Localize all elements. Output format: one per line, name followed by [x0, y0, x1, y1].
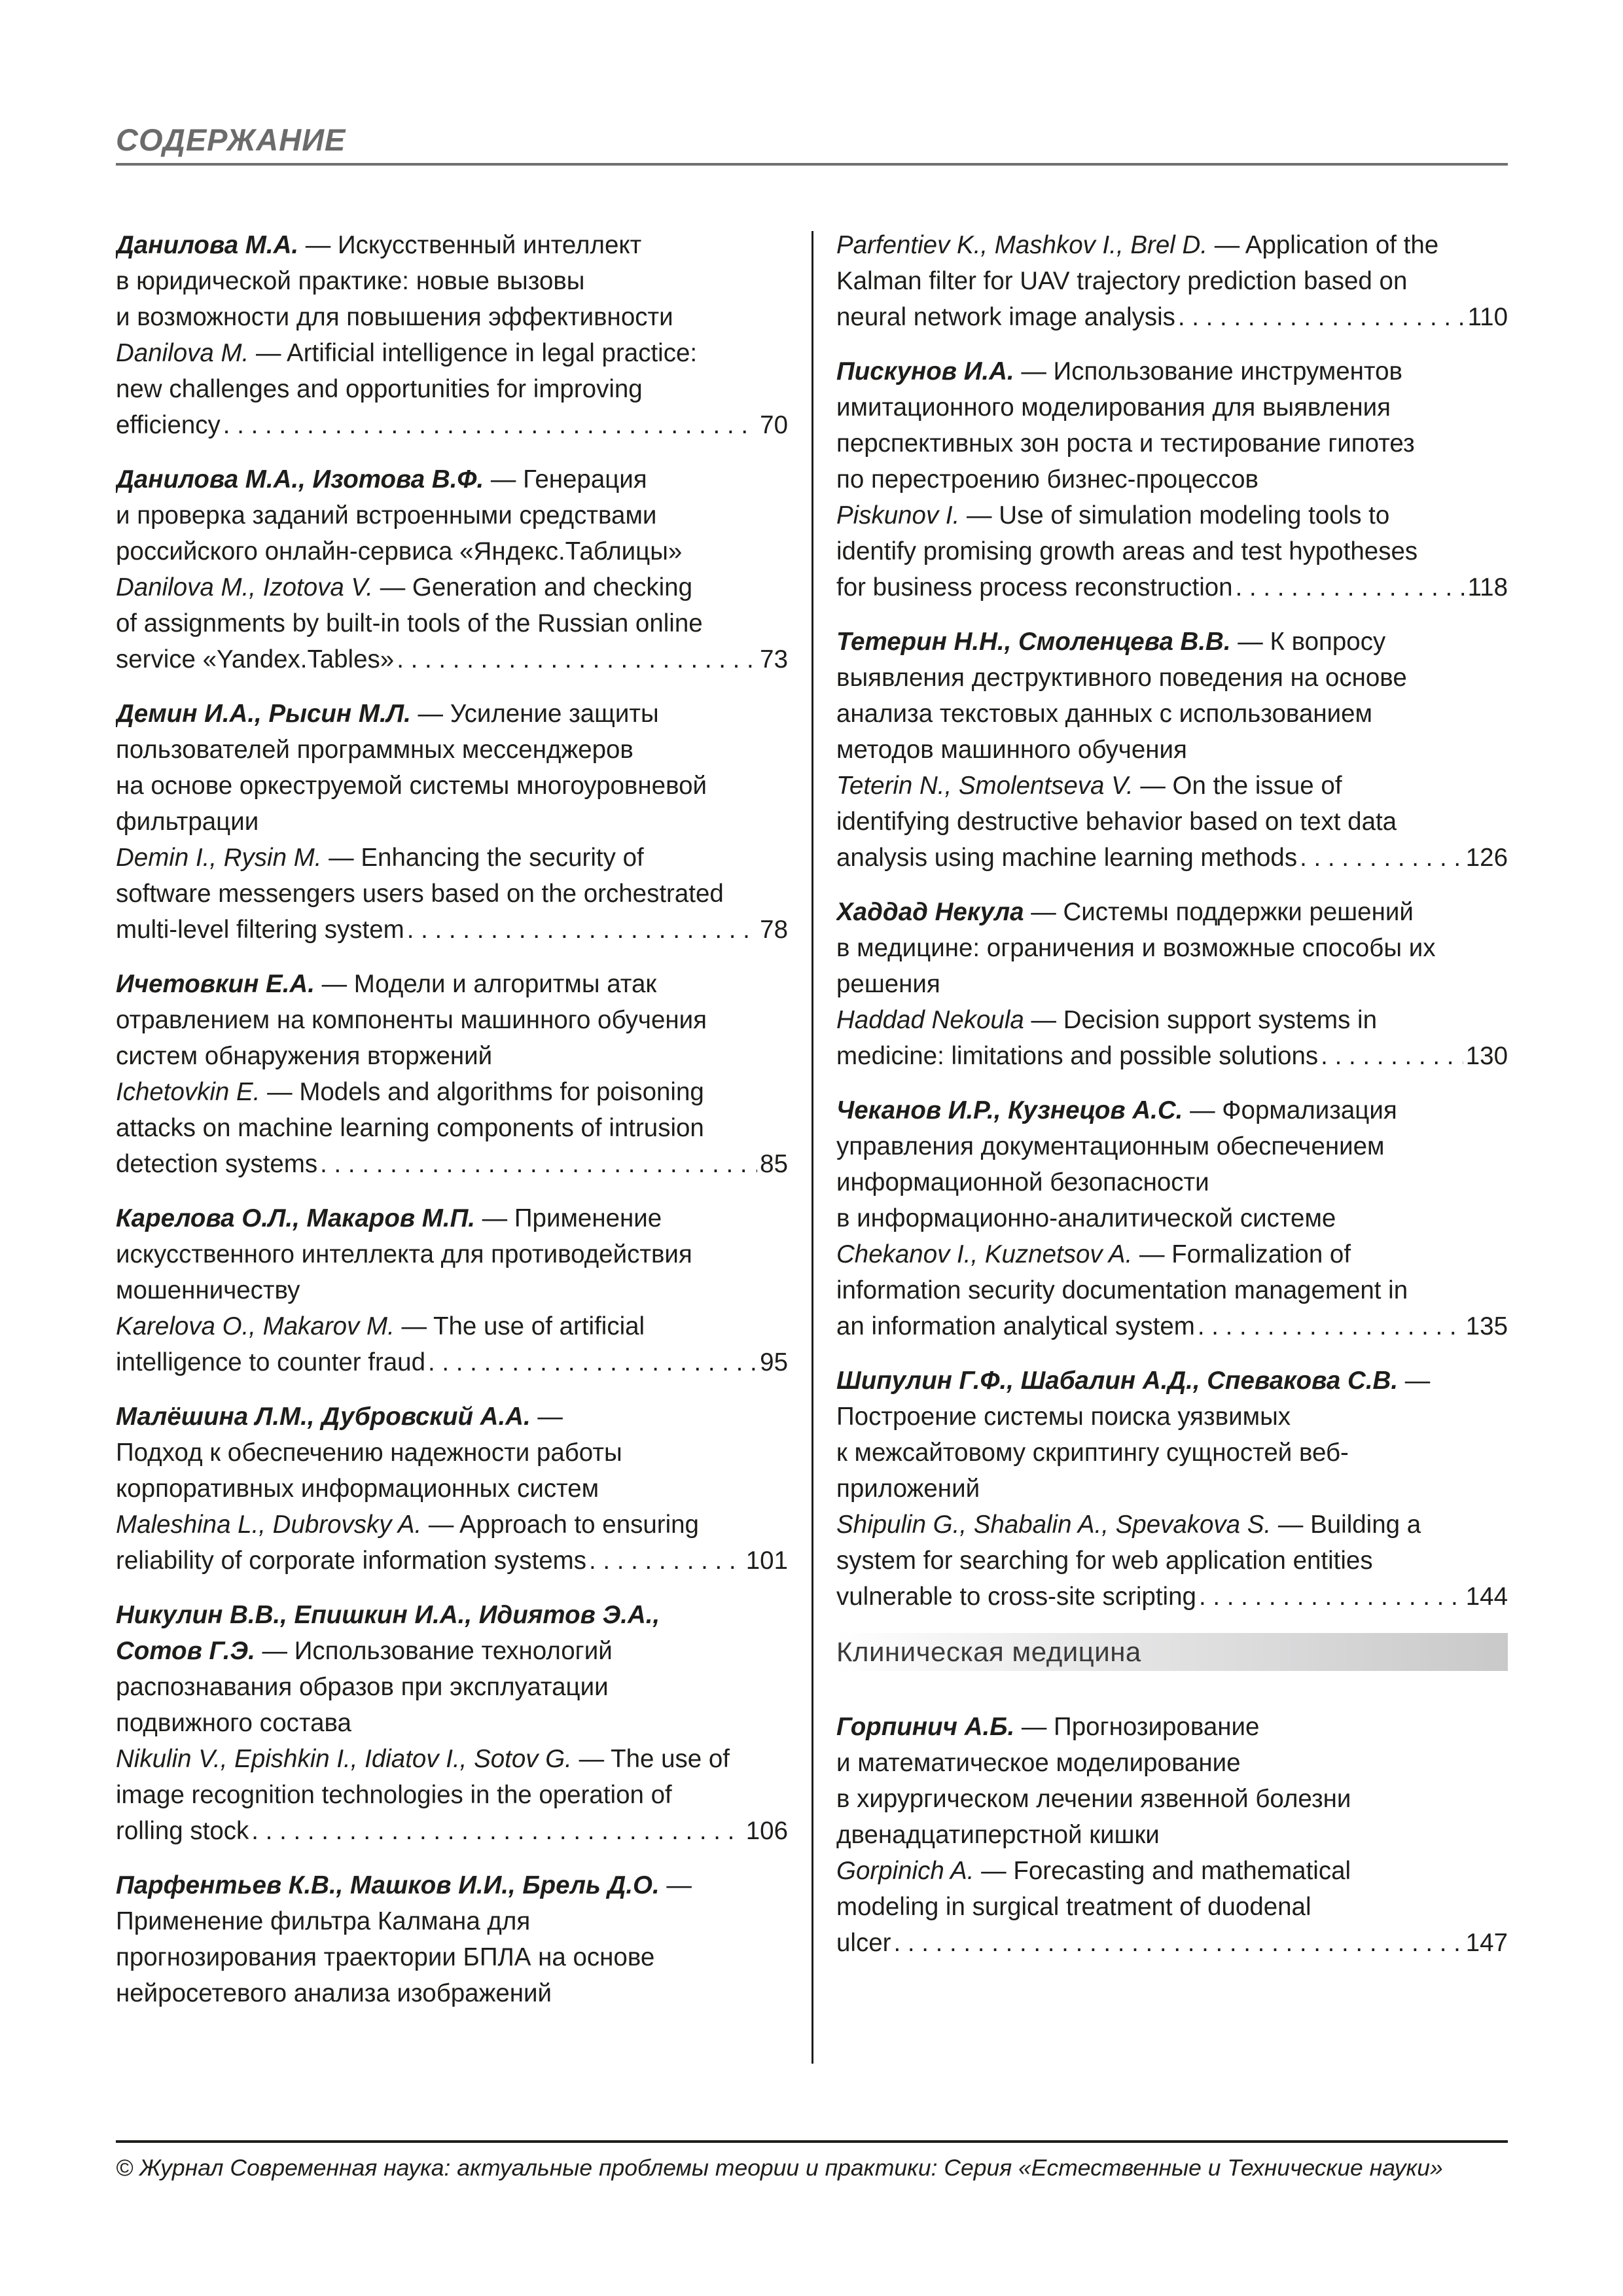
ru-title-fragment: систем обнаружения вторжений: [116, 1042, 493, 1070]
ru-title-text: [1014, 1709, 1259, 1745]
en-title-line: [836, 768, 1508, 804]
toc-entry[interactable]: [836, 1092, 1508, 1344]
dot-leader: [1199, 1579, 1463, 1615]
ru-title-fragment: Построение системы поиска уязвимых: [836, 1403, 1291, 1431]
ru-title-line: [836, 1709, 1508, 1745]
ru-title-fragment: российского онлайн-сервиса «Яндекс.Таблицы»: [116, 537, 683, 565]
en-title-fragment: reliability of corporate information systems: [116, 1547, 586, 1575]
ru-title-fragment: информационной безопасности: [836, 1168, 1209, 1196]
ru-title-text: [1014, 353, 1402, 389]
ru-authors: Тетерин Н.Н., Смоленцева В.В.: [836, 628, 1231, 656]
ru-title-line: [116, 1038, 788, 1074]
section-title: Клиническая медицина: [836, 1636, 1141, 1667]
dot-leader: [223, 407, 757, 443]
ru-title-line: [836, 1471, 1508, 1507]
ru-title-line: [116, 1236, 788, 1272]
toc-entry[interactable]: [836, 624, 1508, 876]
ru-title-fragment: —: [666, 1871, 692, 1899]
en-title-line: [836, 299, 1508, 335]
ru-title-fragment: подвижного состава: [116, 1709, 351, 1737]
header-rule: [116, 163, 1508, 166]
en-title-text: [959, 497, 1389, 533]
en-title-fragment: — Use of simulation modeling tools to: [967, 501, 1390, 529]
en-title-line: [836, 1272, 1508, 1308]
page-number[interactable]: 147: [1465, 1929, 1508, 1957]
en-authors: Shipulin G., Shabalin A., Spevakova S.: [836, 1511, 1272, 1539]
en-title-line: [836, 1853, 1508, 1889]
ru-title-line: [836, 1745, 1508, 1781]
ru-title-fragment: — Использование инструментов: [1021, 357, 1402, 386]
en-title-fragment: neural network image analysis: [836, 303, 1175, 331]
ru-title-line: [836, 1435, 1508, 1471]
en-title-line: [116, 641, 788, 677]
en-title-fragment: rolling stock: [116, 1817, 249, 1845]
page-number[interactable]: 95: [760, 1348, 788, 1376]
en-title-fragment: identifying destructive behavior based on text data: [836, 808, 1397, 836]
ru-title-line: [836, 660, 1508, 696]
en-authors: Nikulin V., Epishkin I., Idiatov I., Sotov G.: [116, 1745, 572, 1773]
en-title-fragment: efficiency: [116, 411, 221, 439]
ru-authors: Шипулин Г.Ф., Шабалин А.Д., Спевакова С.В.: [836, 1367, 1399, 1395]
toc-entry[interactable]: [116, 696, 788, 948]
ru-title-text: [1231, 624, 1386, 660]
en-authors: Ichetovkin E.: [116, 1078, 260, 1106]
en-title-fragment: — Enhancing the security of: [329, 844, 644, 872]
ru-title-line: [836, 966, 1508, 1002]
ru-title-line: [116, 1597, 788, 1633]
page-number[interactable]: 78: [760, 916, 788, 944]
dot-leader: [1236, 569, 1465, 605]
en-title-text: [249, 335, 697, 371]
ru-title-line: [116, 1939, 788, 1975]
ru-title-line: [836, 732, 1508, 768]
en-title-fragment: — Models and algorithms for poisoning: [267, 1078, 704, 1106]
en-title-fragment: image recognition technologies in the operation of: [116, 1781, 672, 1809]
ru-title-line: [116, 1903, 788, 1939]
footer-rule: [116, 2140, 1508, 2143]
ru-title-fragment: Подход к обеспечению надежности работы: [116, 1439, 622, 1467]
ru-authors: Пискунов И.А.: [836, 357, 1014, 386]
ru-title-fragment: перспективных зон роста и тестирование гипотез: [836, 429, 1415, 457]
en-title-fragment: — Generation and checking: [380, 573, 692, 601]
dot-leader: [397, 641, 757, 677]
ru-title-text: [660, 1867, 692, 1903]
ru-title-fragment: и возможности для повышения эффективности: [116, 303, 673, 331]
ru-title-text: [1183, 1092, 1397, 1128]
ru-title-fragment: — Применение: [482, 1204, 662, 1232]
ru-title-line: [836, 353, 1508, 389]
en-title-line: [836, 1002, 1508, 1038]
ru-title-fragment: — К вопросу: [1238, 628, 1386, 656]
ru-title-fragment: распознавания образов при эксплуатации: [116, 1673, 609, 1701]
en-title-line: [836, 569, 1508, 605]
ru-title-line: [836, 1399, 1508, 1435]
ru-title-line: [116, 1633, 788, 1669]
ru-title-line: [836, 1200, 1508, 1236]
page-number[interactable]: 118: [1467, 573, 1508, 601]
en-title-line: [116, 371, 788, 407]
ru-authors: Чеканов И.Р., Кузнецов А.С.: [836, 1096, 1183, 1124]
dot-leader: [1198, 1308, 1463, 1344]
dot-leader: [320, 1146, 757, 1182]
page-number[interactable]: 126: [1465, 844, 1508, 872]
en-title-line: [836, 1038, 1508, 1074]
en-title-line: [836, 263, 1508, 299]
dot-leader: [428, 1344, 757, 1380]
en-title-fragment: — Formalization of: [1139, 1240, 1351, 1268]
ru-title-line: [116, 1200, 788, 1236]
en-title-fragment: vulnerable to cross-site scripting: [836, 1583, 1196, 1611]
en-title-text: [1024, 1002, 1377, 1038]
ru-authors: Демин И.А., Рысин М.Л.: [116, 700, 411, 728]
page-number[interactable]: 85: [760, 1150, 788, 1178]
ru-title-fragment: — Искусственный интеллект: [305, 231, 642, 259]
ru-title-text: [411, 696, 659, 732]
en-title-fragment: service «Yandex.Tables»: [116, 645, 395, 673]
page-number[interactable]: 73: [760, 645, 788, 673]
ru-title-line: [116, 966, 788, 1002]
ru-title-line: [836, 425, 1508, 461]
en-title-fragment: intelligence to counter fraud: [116, 1348, 425, 1376]
en-title-line: [116, 1074, 788, 1110]
ru-title-fragment: методов машинного обучения: [836, 736, 1187, 764]
ru-title-text: [298, 227, 641, 263]
en-title-text: [421, 1507, 699, 1543]
en-title-fragment: detection systems: [116, 1150, 318, 1178]
en-title-line: [116, 1308, 788, 1344]
dot-leader: [407, 912, 757, 948]
en-title-text: [572, 1741, 730, 1777]
ru-title-line: [116, 299, 788, 335]
en-title-fragment: Kalman filter for UAV trajectory prediction based on: [836, 267, 1408, 295]
en-title-fragment: multi-level filtering system: [116, 916, 404, 944]
ru-title-fragment: решения: [836, 970, 940, 998]
page-title: СОДЕРЖАНИЕ: [116, 122, 346, 157]
toc-entry[interactable]: [836, 1709, 1508, 1961]
ru-title-line: [836, 894, 1508, 930]
ru-authors: Данилова М.А., Изотова В.Ф.: [116, 465, 484, 493]
en-title-line: [836, 840, 1508, 876]
ru-title-fragment: — Формализация: [1190, 1096, 1397, 1124]
en-title-fragment: system for searching for web application entities: [836, 1547, 1373, 1575]
page-number[interactable]: 130: [1465, 1042, 1508, 1070]
en-title-line: [836, 533, 1508, 569]
dot-leader: [1321, 1038, 1463, 1074]
ru-title-line: [116, 1705, 788, 1741]
ru-title-line: [116, 1975, 788, 2011]
en-authors: Piskunov I.: [836, 501, 960, 529]
ru-title-line: [116, 1399, 788, 1435]
en-title-line: [116, 407, 788, 443]
ru-authors: Сотов Г.Э.: [116, 1637, 255, 1665]
en-authors: Gorpinich A.: [836, 1857, 974, 1885]
page-number[interactable]: 101: [745, 1547, 788, 1575]
en-authors: Maleshina L., Dubrovsky A.: [116, 1511, 422, 1539]
ru-title-line: [836, 1092, 1508, 1128]
en-title-line: [116, 876, 788, 912]
en-authors: Chekanov I., Kuznetsov A.: [836, 1240, 1133, 1268]
ru-title-text: [484, 461, 647, 497]
toc-entry[interactable]: [116, 227, 788, 443]
toc-entry[interactable]: [116, 1200, 788, 1380]
en-title-line: [836, 1579, 1508, 1615]
en-title-text: [1133, 768, 1342, 804]
en-title-line: [116, 569, 788, 605]
en-title-fragment: information security documentation management in: [836, 1276, 1408, 1304]
ru-title-fragment: пользователей программных мессенджеров: [116, 736, 633, 764]
ru-title-line: [836, 1363, 1508, 1399]
ru-title-line: [116, 497, 788, 533]
ru-title-fragment: имитационного моделирования для выявления: [836, 393, 1391, 422]
ru-title-fragment: управления документационным обеспечением: [836, 1132, 1385, 1160]
ru-title-fragment: в юридической практике: новые вызовы: [116, 267, 585, 295]
ru-authors: Никулин В.В., Епишкин И.А., Идиятов Э.А.,: [116, 1601, 660, 1629]
en-title-text: [373, 569, 692, 605]
page-number[interactable]: 110: [1467, 303, 1508, 331]
page-number[interactable]: 135: [1465, 1312, 1508, 1340]
ru-title-line: [116, 1002, 788, 1038]
en-title-text: [1207, 227, 1438, 263]
en-title-fragment: — Artificial intelligence in legal practice:: [255, 339, 698, 367]
en-title-fragment: modeling in surgical treatment of duodenal: [836, 1893, 1311, 1921]
en-title-text: [1132, 1236, 1351, 1272]
ru-title-line: [836, 930, 1508, 966]
en-title-fragment: — Forecasting and mathematical: [981, 1857, 1351, 1885]
en-title-line: [116, 1777, 788, 1813]
ru-title-line: [116, 732, 788, 768]
ru-title-fragment: в хирургическом лечении язвенной болезни: [836, 1785, 1351, 1813]
ru-title-fragment: к межсайтовому скриптингу сущностей веб-: [836, 1439, 1349, 1467]
ru-title-fragment: выявления деструктивного поведения на основе: [836, 664, 1407, 692]
ru-title-line: [116, 1435, 788, 1471]
en-authors: Danilova M.: [116, 339, 249, 367]
en-authors: Danilova M., Izotova V.: [116, 573, 374, 601]
ru-title-fragment: Применение фильтра Калмана для: [116, 1907, 531, 1935]
toc-entry[interactable]: [836, 227, 1508, 335]
ru-title-text: [255, 1633, 613, 1669]
ru-title-fragment: — Усиление защиты: [418, 700, 659, 728]
en-title-line: [836, 1925, 1508, 1961]
ru-title-text: [475, 1200, 662, 1236]
ru-title-fragment: и математическое моделирование: [836, 1749, 1241, 1777]
toc-left-column: [116, 227, 788, 2030]
ru-authors: Данилова М.А.: [116, 231, 299, 259]
ru-title-text: [315, 966, 656, 1002]
ru-title-fragment: мошенничеству: [116, 1276, 300, 1304]
en-title-fragment: analysis using machine learning methods: [836, 844, 1298, 872]
ru-title-line: [116, 1867, 788, 1903]
page-number[interactable]: 70: [760, 411, 788, 439]
en-title-fragment: an information analytical system: [836, 1312, 1195, 1340]
ru-title-line: [116, 533, 788, 569]
page-number[interactable]: 106: [745, 1817, 788, 1845]
en-title-text: [974, 1853, 1351, 1889]
ru-title-line: [116, 696, 788, 732]
ru-title-fragment: анализа текстовых данных с использованием: [836, 700, 1373, 728]
section-header-clinical-medicine: [836, 1633, 1508, 1671]
ru-title-fragment: двенадцатиперстной кишки: [836, 1821, 1160, 1849]
en-authors: Teterin N., Smolentseva V.: [836, 772, 1133, 800]
en-title-text: [1271, 1507, 1421, 1543]
en-title-fragment: — Decision support systems in: [1031, 1006, 1378, 1034]
en-title-fragment: — Building a: [1277, 1511, 1421, 1539]
ru-authors: Горпинич А.Б.: [836, 1713, 1015, 1741]
ru-title-fragment: отравлением на компоненты машинного обучения: [116, 1006, 707, 1034]
en-title-line: [116, 840, 788, 876]
toc-entry[interactable]: [116, 1399, 788, 1579]
ru-title-fragment: корпоративных информационных систем: [116, 1475, 599, 1503]
en-authors: Karelova O., Makarov M.: [116, 1312, 395, 1340]
ru-title-line: [836, 624, 1508, 660]
toc-entry[interactable]: [116, 461, 788, 677]
ru-title-fragment: — Системы поддержки решений: [1031, 898, 1414, 926]
en-title-text: [321, 840, 643, 876]
en-title-line: [836, 1507, 1508, 1543]
ru-title-fragment: приложений: [836, 1475, 980, 1503]
ru-title-fragment: — Модели и алгоритмы атак: [321, 970, 657, 998]
page-number[interactable]: 144: [1465, 1583, 1508, 1611]
ru-title-line: [836, 696, 1508, 732]
ru-title-fragment: в медицине: ограничения и возможные способы их: [836, 934, 1436, 962]
en-authors: Demin I., Rysin M.: [116, 844, 322, 872]
ru-title-fragment: по перестроению бизнес-процессов: [836, 465, 1258, 493]
en-title-fragment: ulcer: [836, 1929, 891, 1957]
en-title-line: [116, 1146, 788, 1182]
ru-title-fragment: искусственного интеллекта для противодействия: [116, 1240, 692, 1268]
toc-entry[interactable]: [836, 1363, 1508, 1615]
ru-authors: Ичетовкин Е.А.: [116, 970, 315, 998]
ru-title-fragment: прогнозирования траектории БПЛА на основе: [116, 1943, 655, 1971]
en-title-line: [836, 1543, 1508, 1579]
column-divider: [812, 231, 813, 2064]
en-authors: Parfentiev K., Mashkov I., Brel D.: [836, 231, 1208, 259]
ru-title-line: [116, 461, 788, 497]
en-title-line: [116, 1741, 788, 1777]
en-title-line: [836, 227, 1508, 263]
dot-leader: [893, 1925, 1463, 1961]
ru-title-line: [836, 1781, 1508, 1817]
en-title-fragment: for business process reconstruction: [836, 573, 1233, 601]
en-title-line: [116, 335, 788, 371]
ru-title-line: [836, 1817, 1508, 1853]
en-title-fragment: — Application of the: [1214, 231, 1439, 259]
ru-title-line: [836, 461, 1508, 497]
en-title-line: [836, 1308, 1508, 1344]
en-title-fragment: new challenges and opportunities for improving: [116, 375, 643, 403]
ru-title-line: [116, 1669, 788, 1705]
en-title-line: [116, 1813, 788, 1849]
en-title-fragment: — Approach to ensuring: [428, 1511, 699, 1539]
ru-title-line: [836, 1128, 1508, 1164]
toc-entry[interactable]: [116, 1597, 788, 1849]
ru-title-text: [531, 1399, 563, 1435]
ru-title-fragment: — Использование технологий: [262, 1637, 613, 1665]
dot-leader: [1178, 299, 1465, 335]
ru-title-fragment: нейросетевого анализа изображений: [116, 1979, 552, 2007]
en-title-fragment: attacks on machine learning components of intrusion: [116, 1114, 704, 1142]
ru-title-line: [836, 389, 1508, 425]
en-title-line: [116, 1507, 788, 1543]
journal-footer: © Журнал Современная наука: актуальные проблемы теории и практики: Серия «Естественные и Технические науки»: [116, 2155, 1443, 2181]
ru-title-text: [1024, 894, 1414, 930]
toc-entry[interactable]: [116, 1867, 788, 2011]
ru-authors: Парфентьев К.В., Машков И.И., Брель Д.О.: [116, 1871, 660, 1899]
en-title-fragment: identify promising growth areas and test hypotheses: [836, 537, 1418, 565]
en-title-line: [836, 1236, 1508, 1272]
en-title-line: [116, 1543, 788, 1579]
ru-authors: Хаддад Некула: [836, 898, 1024, 926]
dot-leader: [251, 1813, 743, 1849]
ru-title-line: [116, 804, 788, 840]
ru-title-fragment: на основе оркеструемой системы многоуровневой: [116, 772, 707, 800]
en-title-text: [260, 1074, 704, 1110]
ru-title-fragment: и проверка заданий встроенными средствами: [116, 501, 657, 529]
en-title-fragment: — The use of artificial: [401, 1312, 645, 1340]
en-title-line: [116, 1110, 788, 1146]
en-title-line: [116, 1344, 788, 1380]
dot-leader: [1300, 840, 1463, 876]
en-title-fragment: software messengers users based on the orchestrated: [116, 880, 724, 908]
en-authors: Haddad Nekoula: [836, 1006, 1024, 1034]
ru-authors: Малёшина Л.М., Дубровский А.А.: [116, 1403, 531, 1431]
ru-title-line: [116, 1272, 788, 1308]
ru-title-fragment: в информационно-аналитической системе: [836, 1204, 1336, 1232]
en-title-fragment: of assignments by built-in tools of the Russian online: [116, 609, 703, 637]
ru-authors: Карелова О.Л., Макаров М.П.: [116, 1204, 475, 1232]
ru-title-text: [1398, 1363, 1430, 1399]
ru-title-line: [116, 263, 788, 299]
dot-leader: [589, 1543, 743, 1579]
ru-title-line: [836, 1164, 1508, 1200]
en-title-line: [116, 912, 788, 948]
ru-title-fragment: — Прогнозирование: [1021, 1713, 1260, 1741]
en-title-line: [836, 804, 1508, 840]
en-title-text: [395, 1308, 645, 1344]
en-title-line: [116, 605, 788, 641]
toc-entry[interactable]: [116, 966, 788, 1182]
ru-title-fragment: —: [537, 1403, 563, 1431]
toc-entry[interactable]: [836, 894, 1508, 1074]
en-title-fragment: medicine: limitations and possible solutions: [836, 1042, 1319, 1070]
en-title-fragment: — The use of: [579, 1745, 730, 1773]
ru-title-line: [116, 227, 788, 263]
ru-title-fragment: — Генерация: [490, 465, 647, 493]
ru-title-line: [116, 768, 788, 804]
en-title-line: [836, 1889, 1508, 1925]
ru-title-fragment: фильтрации: [116, 808, 259, 836]
en-title-fragment: — On the issue of: [1140, 772, 1342, 800]
toc-right-column: [836, 227, 1508, 1979]
ru-title-fragment: —: [1404, 1367, 1431, 1395]
toc-entry[interactable]: [836, 353, 1508, 605]
ru-title-line: [116, 1471, 788, 1507]
en-title-line: [836, 497, 1508, 533]
